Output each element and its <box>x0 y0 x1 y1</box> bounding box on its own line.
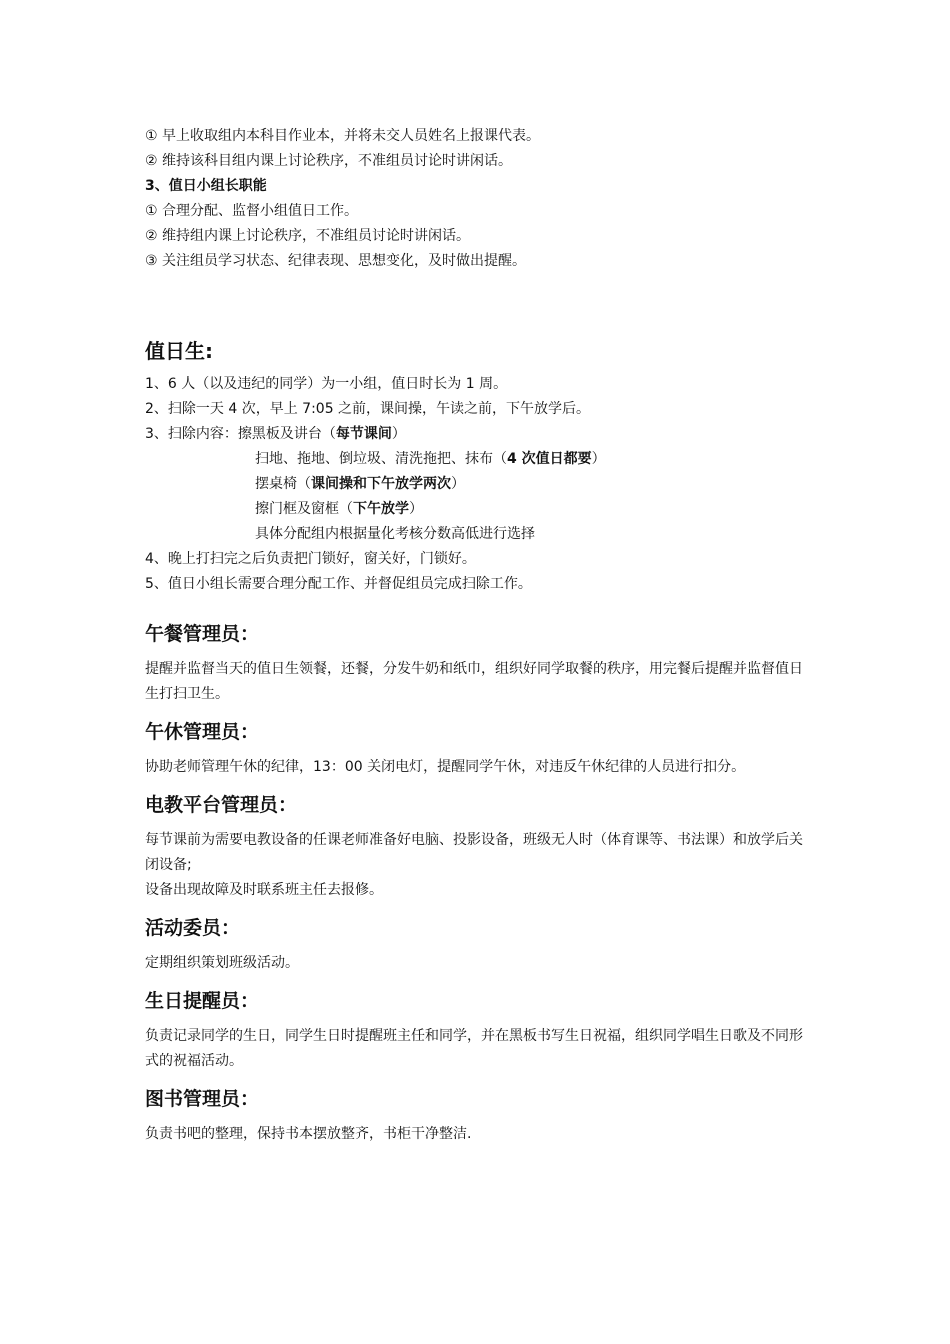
activity-text: 定期组织策划班级活动。 <box>145 955 299 971</box>
birthday-title: 生日提醒员： <box>145 990 260 1012</box>
nap-text: 协助老师管理午休的纪律，13：00 关闭电灯，提醒同学午休，对违反午休纪律的人员进行扣分。 <box>145 759 746 775</box>
lunch-section <box>145 619 825 707</box>
library-text: 负责书吧的整理，保持书本摆放整齐，书柜干净整洁. <box>145 1126 472 1142</box>
top-section <box>145 124 825 274</box>
duty-item-5: 5、值日小组长需要合理分配工作、并督促组员完成扫除工作。 <box>145 576 532 592</box>
duty-sub-3: 擦门框及窗框（下午放学） <box>255 501 423 517</box>
duty-sub-2: 摆桌椅（课间操和下午放学两次） <box>255 476 465 492</box>
lunch-text: 提醒并监督当天的值日生领餐，还餐，分发牛奶和纸巾，组织好同学取餐的秩序，用完餐后提醒并监督值日生打扫卫生。 <box>145 661 803 702</box>
duty-section <box>145 336 825 597</box>
birthday-section <box>145 986 825 1074</box>
duty-item-1: 1、6 人（以及违纪的同学）为一小组，值日时长为 1 周。 <box>145 376 508 392</box>
duty-sub-1: 扫地、拖地、倒垃圾、清洗拖把、抹布（4 次值日都要） <box>255 451 606 467</box>
group-leader-line-1: ① 合理分配、监督小组值日工作。 <box>145 203 359 219</box>
group-leader-heading: 3、值日小组长职能 <box>145 178 267 194</box>
group-leader-line-2: ② 维持组内课上讨论秩序，不准组员讨论时讲闲话。 <box>145 228 470 244</box>
duty-line-1: ① 早上收取组内本科目作业本，并将未交人员姓名上报课代表。 <box>145 128 540 144</box>
nap-title: 午休管理员： <box>145 721 260 743</box>
library-section <box>145 1084 825 1147</box>
birthday-text: 负责记录同学的生日，同学生日时提醒班主任和同学，并在黑板书写生日祝福，组织同学唱生日歌及不同形式的祝福活动。 <box>145 1028 803 1069</box>
duty-item-3: 3、扫除内容：擦黑板及讲台（每节课间） <box>145 426 406 442</box>
av-text-2: 设备出现故障及时联系班主任去报修。 <box>145 882 383 898</box>
av-section <box>145 790 825 903</box>
duty-title: 值日生: <box>145 339 213 363</box>
library-title: 图书管理员： <box>145 1088 260 1110</box>
duty-item-2: 2、扫除一天 4 次，早上 7:05 之前，课间操，午读之前，下午放学后。 <box>145 401 591 417</box>
duty-item-4: 4、晚上打扫完之后负责把门锁好，窗关好，门锁好。 <box>145 551 476 567</box>
activity-section <box>145 913 825 976</box>
document-body <box>145 124 825 1147</box>
activity-title: 活动委员： <box>145 917 241 939</box>
duty-line-2: ② 维持该科目组内课上讨论秩序，不准组员讨论时讲闲话。 <box>145 153 512 169</box>
av-text-1: 每节课前为需要电教设备的任课老师准备好电脑、投影设备，班级无人时（体育课等、书法课）和放学后关闭设备; <box>145 832 803 873</box>
duty-sub-4: 具体分配组内根据量化考核分数高低进行选择 <box>255 526 535 542</box>
nap-section <box>145 717 825 780</box>
lunch-title: 午餐管理员： <box>145 623 260 645</box>
av-title: 电教平台管理员： <box>145 794 298 816</box>
group-leader-line-3: ③ 关注组员学习状态、纪律表现、思想变化，及时做出提醒。 <box>145 253 526 269</box>
